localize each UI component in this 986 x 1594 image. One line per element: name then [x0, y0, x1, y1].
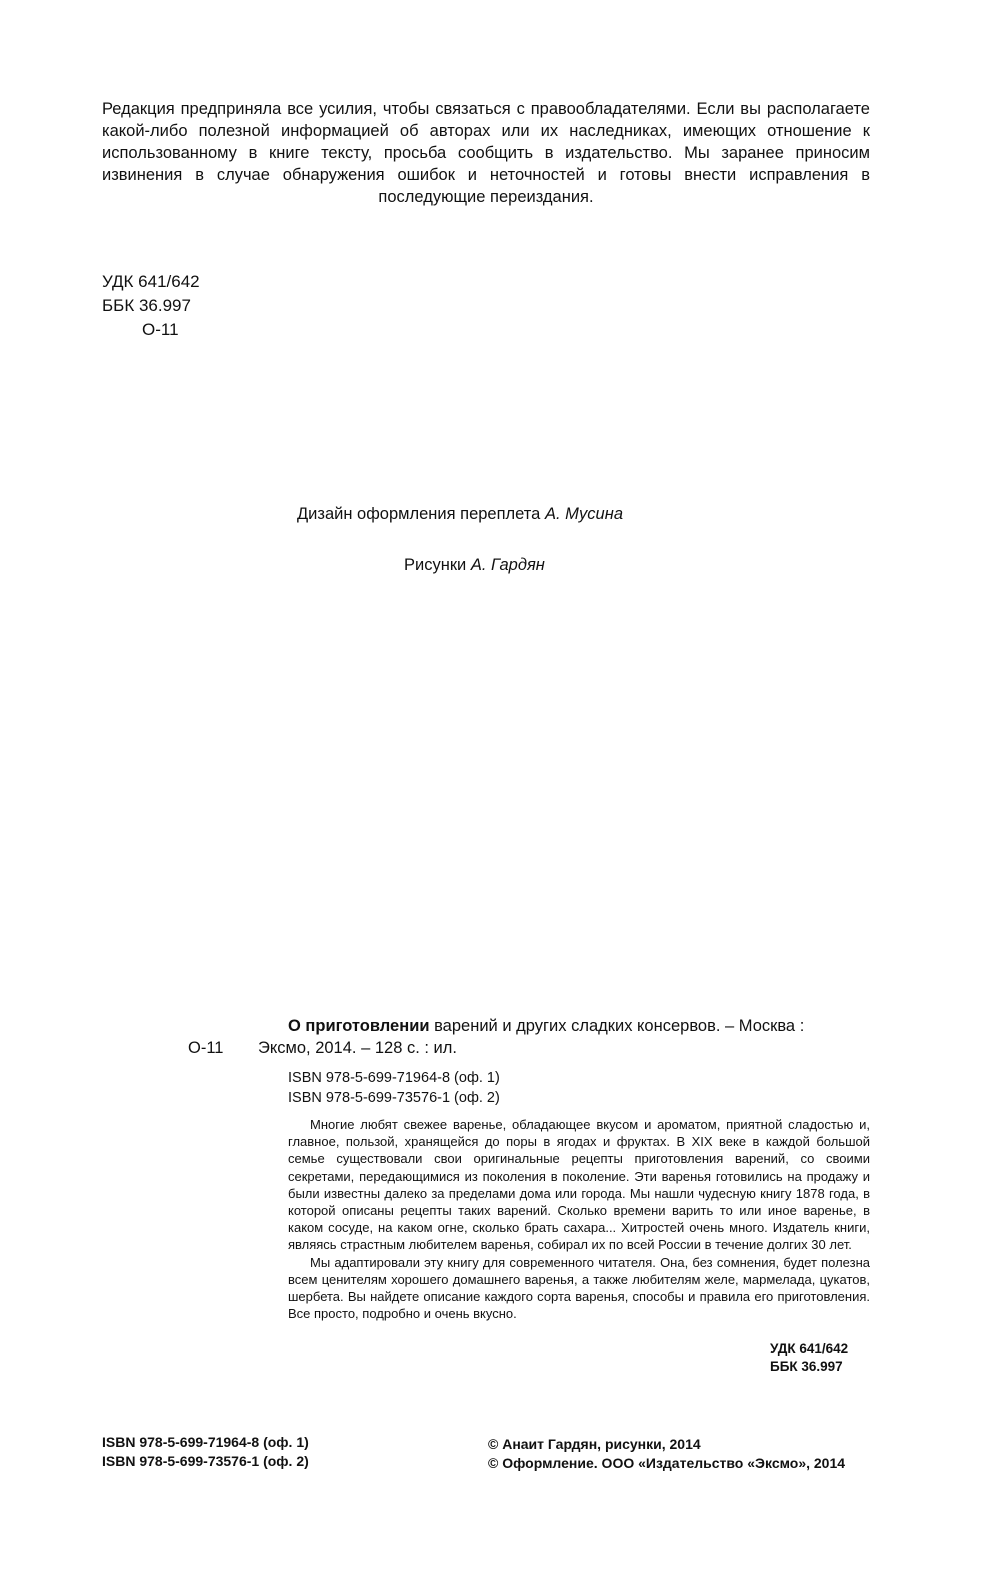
classification-udk: УДК 641/642: [102, 272, 200, 291]
footer-isbn-1: ISBN 978-5-699-71964-8 (оф. 1): [102, 1434, 309, 1450]
copyright-design: © Оформление. ООО «Издательство «Эксмо», 2014: [488, 1455, 846, 1471]
rights-notice: Редакция предприняла все усилия, чтобы связаться с правообладателями. Если вы располагаете какой-либо полезной информацией об авторах или их наследниках, имеющих отношение к использованному в книге тексту, просьба сообщить в издательство. Мы заранее приносим извинения в случае обнаружения ошибок и неточностей и готовы внести исправления в последующие переиздания.: [102, 100, 870, 206]
bibliographic-title-line: [288, 1015, 804, 1037]
cover-design-label: Дизайн оформления переплета: [297, 505, 541, 523]
copyright-drawings: © Анаит Гардян, рисунки, 2014: [488, 1436, 701, 1452]
annotation-udk: УДК 641/642: [770, 1341, 849, 1356]
classification-bbk: ББК 36.997: [102, 296, 191, 315]
cover-design-credit: [297, 504, 623, 524]
bibliographic-imprint: Эксмо, 2014. – 128 с. : ил.: [258, 1039, 457, 1057]
isbn-line-2: ISBN 978-5-699-73576-1 (оф. 2): [288, 1090, 500, 1106]
classification-code: О-11: [142, 320, 179, 339]
bibliographic-code: О-11: [188, 1039, 224, 1057]
annotation-paragraph-2: Мы адаптировали эту книгу для современного читателя. Она, без сомнения, будет полезна всем ценителям хорошего домашнего варенья, а также любителям желе, мармелада, цукатов, шербета. Вы найдете описание каждого сорта варенья, способы и правила его приготовления. Все просто, подробно и очень вкусно.: [288, 1254, 870, 1322]
footer-isbn-2: ISBN 978-5-699-73576-1 (оф. 2): [102, 1453, 309, 1469]
cover-design-name: А. Мусина: [544, 505, 623, 523]
drawings-credit: [404, 555, 545, 575]
isbn-line-1: ISBN 978-5-699-71964-8 (оф. 1): [288, 1070, 500, 1086]
drawings-label: Рисунки: [404, 556, 467, 574]
annotation: [288, 1116, 870, 1322]
annotation-bbk: ББК 36.997: [770, 1359, 843, 1374]
drawings-name: А. Гардян: [470, 556, 545, 574]
annotation-paragraph-1: Многие любят свежее варенье, обладающее вкусом и ароматом, приятной сладостью и, главное, пользой, хранящейся до поры в ягодах и фруктах. В XIX веке в каждой большой семье существовали свои оригинальные рецепты приготовления варений, со своими секретами, передающимися из поколения в поколение. Эти варенья готовились на продажу и были известны далеко за пределами дома или города. Мы нашли чудесную книгу 1878 года, в которой описаны рецепты таких варений. Сколько времени варить то или иное варенье, в каком сосуде, на каком огне, сколько брать сахара... Хитростей очень много. Издатель книги, являясь страстным любителем варенья, собирал их по всей России в течение долгих 30 лет.: [288, 1117, 870, 1253]
bibliographic-title-rest: варений и других сладких консервов. – Москва :: [434, 1017, 805, 1035]
book-title: О приготовлении: [288, 1017, 430, 1035]
